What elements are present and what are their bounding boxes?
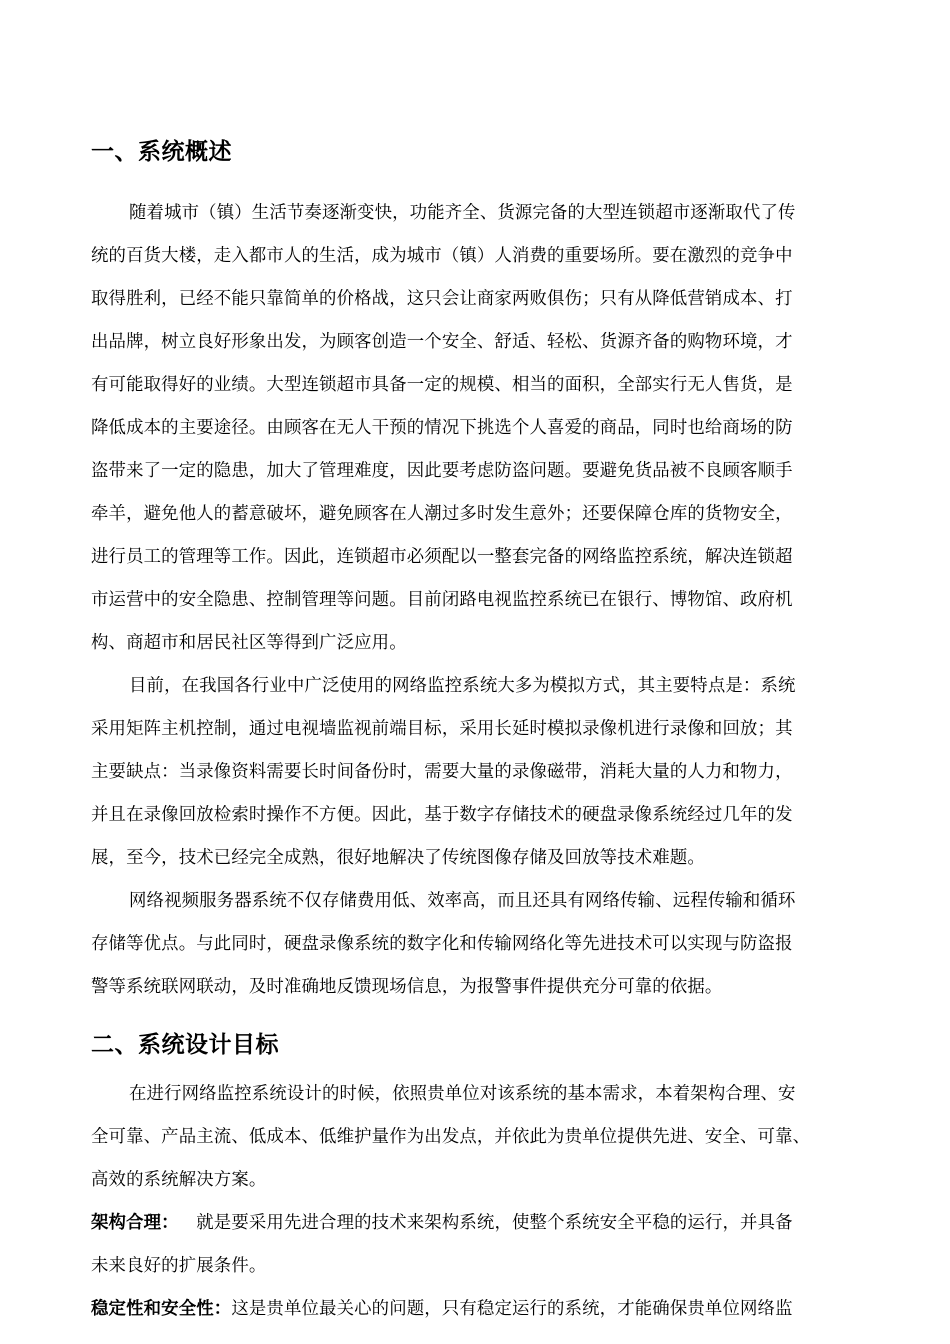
- text-line: 采用矩阵主机控制，通过电视墙监视前端目标，采用长延时模拟录像机进行录像和回放；其: [91, 719, 793, 739]
- text-line: 存储等优点。与此同时，硬盘录像系统的数字化和传输网络化等先进技术可以实现与防盗报: [91, 934, 793, 954]
- text-line: 网络视频服务器系统不仅存储费用低、效率高，而且还具有网络传输、远程传输和循环: [129, 891, 796, 911]
- text-line: 市运营中的安全隐患、控制管理等问题。目前闭路电视监控系统已在银行、博物馆、政府机: [91, 590, 793, 610]
- section-heading-overview: 一、系统概述: [91, 139, 232, 165]
- text-line: 构、商超市和居民社区等得到广泛应用。: [91, 633, 407, 653]
- text-line: 未来良好的扩展条件。: [91, 1256, 267, 1276]
- text-line: 有可能取得好的业绩。大型连锁超市具备一定的规模、相当的面积，全部实行无人售货，是: [91, 375, 793, 395]
- goal-text-architecture: 就是要采用先进合理的技术来架构系统，使整个系统安全平稳的运行，并具备: [196, 1213, 793, 1233]
- text-line: 出品牌，树立良好形象出发，为顾客创造一个安全、舒适、轻松、货源齐备的购物环境，才: [91, 332, 793, 352]
- goal-term-architecture: 架构合理：: [91, 1213, 179, 1233]
- section-heading-design-goals: 二、系统设计目标: [91, 1032, 279, 1058]
- text-line: 全可靠、产品主流、低成本、低维护量作为出发点，并依此为贵单位提供先进、安全、可靠、: [91, 1127, 811, 1147]
- text-line: 并且在录像回放检索时操作不方便。因此，基于数字存储技术的硬盘录像系统经过几年的发: [91, 805, 793, 825]
- text-line: 高效的系统解决方案。: [91, 1170, 267, 1190]
- text-line: 盗带来了一定的隐患，加大了管理难度，因此要考虑防盗问题。要避免货品被不良顾客顺手: [91, 461, 793, 481]
- text-line: 展，至今，技术已经完全成熟，很好地解决了传统图像存储及回放等技术难题。: [91, 848, 705, 868]
- text-line: 取得胜利，已经不能只靠简单的价格战，这只会让商家两败俱伤；只有从降低营销成本、打: [91, 289, 793, 309]
- goal-architecture: [91, 1211, 793, 1235]
- text-line: 进行员工的管理等工作。因此，连锁超市必须配以一整套完备的网络监控系统，解决连锁超: [91, 547, 793, 567]
- text-line: 目前，在我国各行业中广泛使用的网络监控系统大多为模拟方式，其主要特点是：系统: [129, 676, 796, 696]
- goal-text-stability: 这是贵单位最关心的问题，只有稳定运行的系统，才能确保贵单位网络监: [231, 1299, 793, 1319]
- text-line: 主要缺点：当录像资料需要长时间备份时，需要大量的录像磁带，消耗大量的人力和物力，: [91, 762, 793, 782]
- text-line: 警等系统联网联动，及时准确地反馈现场信息，为报警事件提供充分可靠的依据。: [91, 977, 723, 997]
- text-line: 统的百货大楼，走入都市人的生活，成为城市（镇）人消费的重要场所。要在激烈的竞争中: [91, 246, 793, 266]
- text-line: 在进行网络监控系统设计的时候，依照贵单位对该系统的基本需求，本着架构合理、安: [129, 1084, 796, 1104]
- goal-stability: [91, 1297, 793, 1321]
- goal-term-stability: 稳定性和安全性：: [91, 1299, 232, 1319]
- text-line: 牵羊，避免他人的蓄意破坏，避免顾客在人潮过多时发生意外；还要保障仓库的货物安全，: [91, 504, 793, 524]
- text-line: 降低成本的主要途径。由顾客在无人干预的情况下挑选个人喜爱的商品，同时也给商场的防: [91, 418, 793, 438]
- text-line: 随着城市（镇）生活节奏逐渐变快，功能齐全、货源完备的大型连锁超市逐渐取代了传: [129, 203, 796, 223]
